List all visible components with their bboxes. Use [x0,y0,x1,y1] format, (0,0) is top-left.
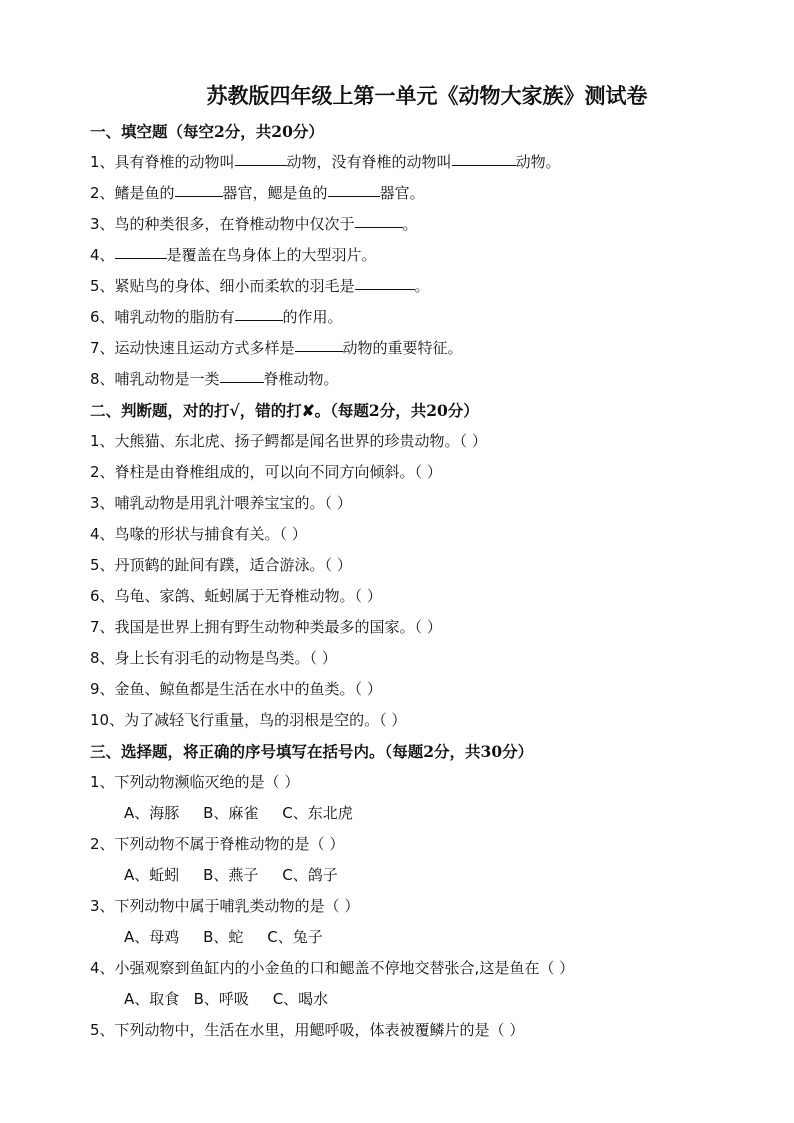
answer-blank [452,147,516,166]
fill-question-3-text-a: 3、鸟的种类很多，在脊椎动物中仅次于 [90,215,355,233]
answer-blank [115,240,167,259]
fill-question-2-text-b: 器官，鳃是鱼的 [222,184,328,202]
section-heading-true-false: 二、判断题，对的打√，错的打✘。（每题2分，共20分） [90,401,479,420]
fill-question-4-text-a: 4、 [90,246,115,264]
choice-question-4-options: A、取食 B、呼吸 C、喝水 [124,990,329,1008]
judge-question-3: 3、哺乳动物是用乳汁喂养宝宝的。（ ） [90,494,352,512]
fill-question-7 [90,333,744,364]
choice-question-2-options: A、蚯蚓 B、燕子 C、鸽子 [124,866,338,884]
answer-blank [235,302,283,321]
fill-question-5-text-c: 。 [414,277,430,295]
fill-question-1 [90,147,744,178]
judge-question-6: 6、乌龟、家鸽、蚯蚓属于无脊椎动物。（ ） [90,587,382,605]
fill-question-8 [90,364,744,395]
answer-blank [355,209,403,228]
choice-question-1-options: A、海豚 B、麻雀 C、东北虎 [124,804,353,822]
choice-question-2: 2、下列动物不属于脊椎动物的是（ ） [90,835,345,853]
answer-blank [328,178,380,197]
section-heading-multiple-choice: 三、选择题，将正确的序号填写在括号内。（每题2分，共30分） [90,742,534,761]
fill-question-1-text-a: 1、具有脊椎的动物叫 [90,153,235,171]
judge-question-2: 2、脊柱是由脊椎组成的，可以向不同方向倾斜。（ ） [90,463,442,481]
choice-question-3: 3、下列动物中属于哺乳类动物的是（ ） [90,897,360,915]
fill-question-7-text-a: 7、运动快速且运动方式多样是 [90,339,295,357]
judge-question-7: 7、我国是世界上拥有野生动物种类最多的国家。（ ） [90,618,442,636]
fill-question-1-text-b: 动物，没有脊椎的动物叫 [286,153,452,171]
answer-blank [175,178,223,197]
judge-question-1: 1、大熊猫、东北虎、扬子鳄都是闻名世界的珍贵动物。（ ） [90,432,487,450]
choice-question-4: 4、小强观察到鱼缸内的小金鱼的口和鳃盖不停地交替张合,这是鱼在（ ） [90,959,575,977]
page-title: 苏教版四年级上第一单元《动物大家族》测试卷 [206,83,648,108]
judge-question-8: 8、身上长有羽毛的动物是鸟类。（ ） [90,649,337,667]
fill-question-2-text-c: 器官。 [379,184,425,202]
fill-question-7-text-c: 动物的重要特征。 [342,339,463,357]
choice-question-1: 1、下列动物濒临灭绝的是（ ） [90,773,300,791]
fill-question-3-text-c: 。 [402,215,418,233]
answer-blank [235,147,287,166]
choice-question-3-options: A、母鸡 B、蛇 C、兔子 [124,928,323,946]
fill-question-4 [90,240,744,271]
answer-blank [355,271,415,290]
choice-question-5: 5、下列动物中，生活在水里，用鳃呼吸，体表被覆鳞片的是（ ） [90,1021,525,1039]
answer-blank [220,364,264,383]
judge-question-4: 4、鸟喙的形状与捕食有关。（ ） [90,525,307,543]
fill-question-2-text-a: 2、鳍是鱼的 [90,184,175,202]
answer-blank [295,333,343,352]
section-heading-fill-in: 一、填空题（每空2分，共20分） [90,122,324,141]
fill-question-8-text-a: 8、哺乳动物是一类 [90,370,220,388]
fill-question-1-text-c: 动物。 [515,153,561,171]
fill-question-5-text-a: 5、紧贴鸟的身体、细小而柔软的羽毛是 [90,277,355,295]
fill-question-6 [90,302,744,333]
fill-question-2 [90,178,744,209]
fill-question-5 [90,271,744,302]
judge-question-9: 9、金鱼、鲸鱼都是生活在水中的鱼类。（ ） [90,680,382,698]
fill-question-6-text-c: 的作用。 [282,308,343,326]
judge-question-10: 10、为了减轻飞行重量，鸟的羽根是空的。（ ） [90,711,407,729]
judge-question-5: 5、丹顶鹤的趾间有蹼，适合游泳。（ ） [90,556,352,574]
fill-question-3 [90,209,744,240]
fill-question-6-text-a: 6、哺乳动物的脂肪有 [90,308,235,326]
fill-question-8-text-c: 脊椎动物。 [263,370,339,388]
fill-question-4-text-c: 是覆盖在鸟身体上的大型羽片。 [166,246,377,264]
